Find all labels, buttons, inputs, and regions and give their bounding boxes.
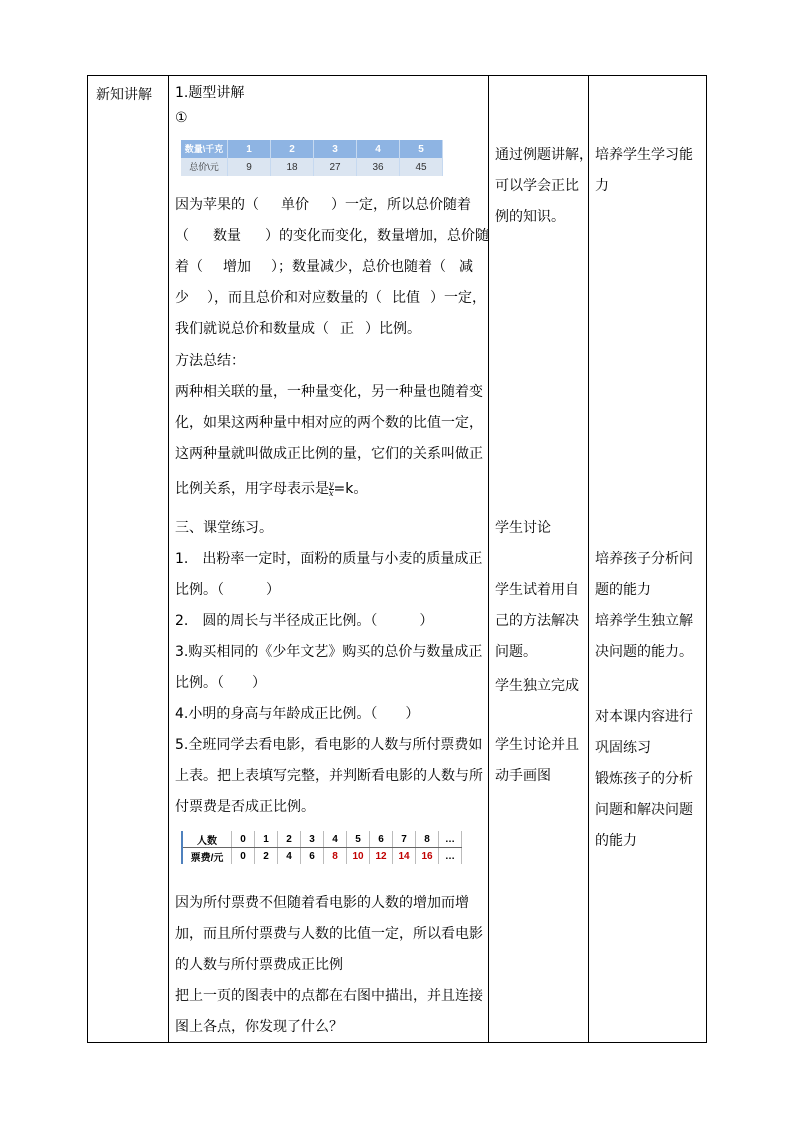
practice-question: 2. 圆的周长与半径成正比例。（ ） [175,613,434,629]
table-row-label: 总价\元 [181,158,228,176]
table-cell: 7 [393,831,416,848]
practice-question: 比例。（ ） [175,582,280,598]
table-row-label: 票费/元 [182,848,232,865]
intent-line: 的能力 [595,833,637,849]
activity-line: 动手画图 [495,768,551,784]
table-cell: 8 [416,831,439,848]
table-cell: 4 [357,140,400,158]
table-cell: 1 [255,831,278,848]
table-cell: 1 [228,140,271,158]
practice-question: 4.小明的身高与年龄成正比例。（ ） [175,706,420,722]
explanation-line: 我们就说总价和数量成（ 正 ）比例。 [175,314,483,345]
table-cell: 18 [271,158,314,176]
fill-blank: 数量 [213,228,241,244]
fill-blank: 单价 [281,197,309,213]
intent-line: 对本课内容进行 [595,709,693,725]
practice-title: 三、课堂练习。 [175,520,273,536]
table-cell: … [439,848,462,865]
column-divider [488,76,489,1042]
table-cell: 6 [301,848,324,865]
summary-line: 这两种量就叫做成正比例的量，它们的关系叫做正 [175,446,483,462]
summary-line: 化，如果这两种量中相对应的两个数的比值一定， [175,415,483,431]
answer-line: 的人数与所付票费成正比例 [175,957,343,973]
activity-line: 通过例题讲解， [495,147,593,163]
intent-line: 培养学生学习能 [595,147,693,163]
ticket-fee-table [181,831,462,864]
table-cell: 9 [228,158,271,176]
practice-question: 付票费是否成正比例。 [175,799,315,815]
column-divider [588,76,589,1042]
intent-line: 培养孩子分析问 [595,551,693,567]
table-row-label: 人数 [182,831,232,848]
answer-line: 把上一页的图表中的点都在右图中描出，并且连接 [175,988,483,1004]
explanation-line: （ 数量 ）的变化而变化，数量增加，总价随 [175,221,483,252]
fraction-y-over-x: $\frac{y}{x}$ [329,479,334,498]
activity-line: 己的方法解决 [495,613,579,629]
table-cell: 0 [232,848,255,865]
fill-blank: 增加 [223,259,251,275]
intent-line: 培养学生独立解 [595,613,693,629]
activity-line: 学生独立完成 [495,678,579,694]
table-cell: 5 [347,831,370,848]
table-cell: 4 [278,848,301,865]
explanation-line: 因为苹果的（ 单价 ）一定，所以总价随着 [175,190,483,221]
table-cell: 4 [324,831,347,848]
filled-answer-cell: 8 [324,848,347,865]
intent-line: 锻炼孩子的分析 [595,771,693,787]
table-header-label: 数量\千克 [181,140,228,158]
answer-line: 加，而且所付票费与人数的比值一定，所以看电影 [175,926,483,942]
filled-answer-cell: 16 [416,848,439,865]
summary-line: 比例关系，用字母表示是 $\frac{y}{x}$ =k。 [175,479,368,498]
table-cell: 0 [232,831,255,848]
circled-number: ① [175,110,188,126]
summary-line: 两种相关联的量，一种量变化，另一种量也随着变 [175,384,483,400]
table-cell: … [439,831,462,848]
table-cell: 3 [301,831,324,848]
intent-line: 题的能力 [595,582,651,598]
column-divider [168,76,169,1042]
answer-line: 图上各点，你发现了什么？ [175,1019,343,1035]
activity-line: 例的知识。 [495,209,565,225]
practice-question: 上表。把上表填写完整，并判断看电影的人数与所 [175,768,483,784]
topic-title: 1.题型讲解 [175,85,245,101]
lesson-table [87,75,707,1043]
explanation-line: 着（ 增加 ）；数量减少，总价也随着（ 减 [175,252,483,283]
filled-answer-cell: 14 [393,848,416,865]
explanation-line: 少 ），而且总价和对应数量的（ 比值 ）一定， [175,283,483,314]
section-label: 新知讲解 [96,87,152,103]
intent-line: 巩固练习 [595,740,651,756]
activity-line: 可以学会正比 [495,178,579,194]
intent-line: 力 [595,178,609,194]
fill-blank: 减 [459,259,473,275]
filled-answer-cell: 10 [347,848,370,865]
activity-line: 学生试着用自 [495,582,579,598]
table-cell: 2 [255,848,278,865]
table-cell: 5 [400,140,443,158]
table-cell: 3 [314,140,357,158]
table-cell: 36 [357,158,400,176]
apple-price-table [181,140,443,176]
method-title: 方法总结： [175,353,245,369]
table-cell: 2 [278,831,301,848]
table-cell: 27 [314,158,357,176]
practice-question: 3.购买相同的《少年文艺》购买的总价与数量成正 [175,644,483,660]
activity-line: 学生讨论并且 [495,737,579,753]
fill-blank: 正 [340,321,354,337]
practice-question: 5.全班同学去看电影，看电影的人数与所付票费如 [175,737,483,753]
intent-line: 决问题的能力。 [595,644,693,660]
activity-line: 学生讨论 [495,520,551,536]
filled-answer-cell: 12 [370,848,393,865]
table-cell: 45 [400,158,443,176]
activity-line: 问题。 [495,644,537,660]
practice-question: 比例。（ ） [175,675,266,691]
answer-line: 因为所付票费不但随着看电影的人数的增加而增 [175,895,469,911]
table-cell: 6 [370,831,393,848]
intent-line: 问题和解决问题 [595,802,693,818]
table-cell: 2 [271,140,314,158]
fill-blank: 比值 [392,290,420,306]
practice-question: 1. 出粉率一定时，面粉的质量与小麦的质量成正 [175,551,483,567]
